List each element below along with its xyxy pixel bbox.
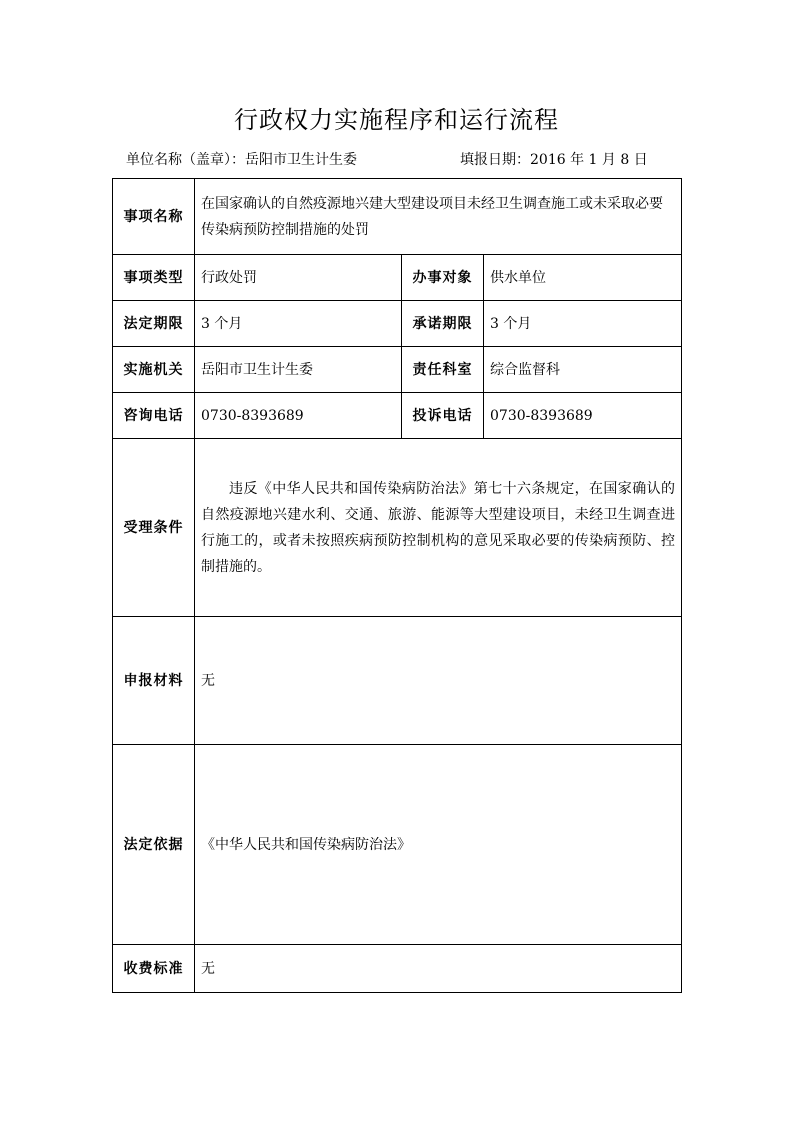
- phone-value: 0730-8393689: [195, 393, 402, 439]
- row-conditions: [113, 439, 682, 617]
- fill-date: 填报日期：2016 年 1 月 8 日: [460, 152, 648, 168]
- target-value: 供水单位: [484, 255, 682, 301]
- conditions-label: 受理条件: [113, 439, 195, 617]
- agency-value: 岳阳市卫生计生委: [195, 347, 402, 393]
- item-name-value: 在国家确认的自然疫源地兴建大型建设项目未经卫生调查施工或未采取必要传染病预防控制措施的处罚: [195, 179, 682, 255]
- row-agency: [113, 347, 682, 393]
- row-phones: [113, 393, 682, 439]
- page-title: 行政权力实施程序和运行流程: [234, 106, 559, 134]
- row-fee: [113, 945, 682, 993]
- target-label: 办事对象: [402, 255, 484, 301]
- department-label: 责任科室: [402, 347, 484, 393]
- row-item-name: [113, 179, 682, 255]
- materials-value: 无: [195, 617, 682, 745]
- complaint-phone-label: 投诉电话: [402, 393, 484, 439]
- materials-label: 申报材料: [113, 617, 195, 745]
- fee-value: 无: [195, 945, 682, 993]
- legal-basis-value: 《中华人民共和国传染病防治法》: [195, 745, 682, 945]
- phone-label: 咨询电话: [113, 393, 195, 439]
- item-name-label: 事项名称: [113, 179, 195, 255]
- item-form-table: [112, 178, 682, 993]
- row-materials: [113, 617, 682, 745]
- agency-label: 实施机关: [113, 347, 195, 393]
- promised-limit-label: 承诺期限: [402, 301, 484, 347]
- department-value: 综合监督科: [484, 347, 682, 393]
- legal-basis-label: 法定依据: [113, 745, 195, 945]
- promised-limit-value: 3 个月: [484, 301, 682, 347]
- unit-name: 单位名称（盖章）：岳阳市卫生计生委: [126, 152, 357, 168]
- item-type-label: 事项类型: [113, 255, 195, 301]
- conditions-value: 违反《中华人民共和国传染病防治法》第七十六条规定，在国家确认的自然疫源地兴建水利、交通、旅游、能源等大型建设项目，未经卫生调查进行施工的，或者未按照疾病预防控制机构的意见采取必要的传染病预防、控制措施的。: [195, 439, 682, 617]
- complaint-phone-value: 0730-8393689: [484, 393, 682, 439]
- row-item-type: [113, 255, 682, 301]
- legal-limit-value: 3 个月: [195, 301, 402, 347]
- item-type-value: 行政处罚: [195, 255, 402, 301]
- legal-limit-label: 法定期限: [113, 301, 195, 347]
- row-time-limits: [113, 301, 682, 347]
- fee-label: 收费标准: [113, 945, 195, 993]
- row-legal-basis: [113, 745, 682, 945]
